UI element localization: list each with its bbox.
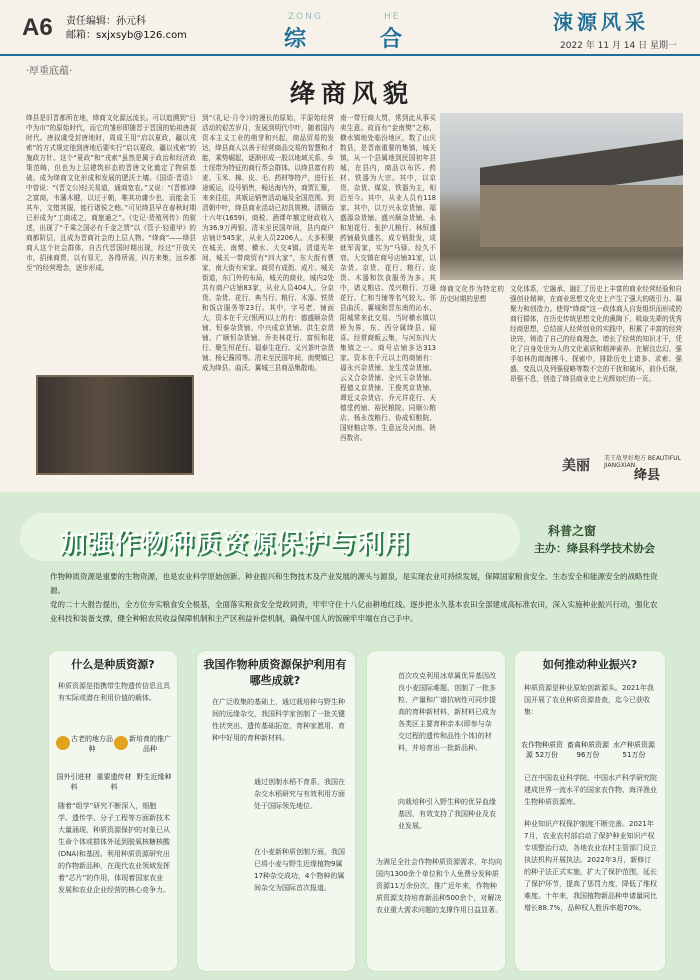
card3-text-1: 首次攻克利用冰草属优异基因改良小麦国际难题，创制了一批多粒、产量和广谱抗病性可同步提高的育种新材料，新材料已成为各类区主要育种亲本(即参与杂交过程的遗传和品性个体)的材料，并培育出一批新品种。 [398, 672, 496, 752]
tag-genetic: 重要遗传材料 [96, 773, 132, 791]
page-number: A6 [22, 14, 53, 41]
card4-title: 如何推动种业振兴? [542, 658, 638, 671]
section-char-2: 合 [380, 26, 403, 52]
old-street-photo [440, 113, 683, 280]
signature-beautiful: 美丽 [562, 458, 590, 474]
seed-icon [56, 736, 70, 750]
feature-intro [50, 570, 660, 626]
sprout-icon [114, 736, 128, 750]
card2-text-2: 通过创制水稻不育系，我国在杂交水稻研究与有效利用方面处于国际领先地位。 [254, 778, 345, 810]
article-column-2: 到“《礼记·月令》)的漫长的原始，平原始经营活动的艰苦岁月，发展到明代中叶，随着国内资本主义工业的萌芽和兴起，商品贸易的发达，绛县商人以善于经营商品交易的智慧和才能，乘势崛起，逐渐形成一股以地域关系、乡土纽带为特征的商行帮会群体。以绛县富有的麦、玉米、棉、皮、毛、药材等特产，进行长途贩运，设号销售，畅达海内外，商贾汇聚，来来往往，其贩运销售活动遍及全国范围。到清朝中叶，绛县商业活动已初具规模。清顺治十六年(1659)，商税、酒课年额定财政收入为36.9万两银。清末至民国年间，县内商户店铺计545家，从业人员2206人。大多积聚在城关、南樊、横水、大交4镇。清道光年间，城关一带商贸有“四大家”，东大街有曹家，南大街有宋家。商贸有成街、成片。城关街道，东门外的布局，城关的商业，城内2处共有商户店铺83家，从业人员404人。分京货、杂货、花行、典当行、粮行、木器、铁货和饭店服务等23行。其中，字号老、铺面大，资本在千元(银两)以上的有：德盛顺杂货铺、恒泰杂货铺、中兴成京货铺、洪生京货铺、广顺恒杂货铺、乔美林花行、富恒和花行、聚生恒花行、福泰生花行、义兴茶叶杂货铺、杨记酱园等。清末至民国年间，南樊镇已成为绛县、曲沃、翼城三县商品集散地。 [202, 114, 334, 372]
card2-text-3: 在小麦新种质创制方面，我国已将小麦与野生近缘植物9属17种杂交成功，4个物种的属间杂交为国际首次报道。 [254, 848, 345, 892]
stat-crop: 农作物种质资源 52万份 [521, 741, 563, 759]
article-column-1: 绛县是旧晋都所在地，绛商文化源远流长。可以追溯到“日中为市”的原始时代，而它的雏形即随晋于晋国的始祖唐叔时代。唐叔虞受封唐地时，周成王用“启以夏政，疆以戎索”的方式规定他到唐地后要实行“启以夏政，疆以戎索”的施政方针。这个“夏政”和“戎索”虽然是属于政治和经济政策范畴，但也为上层建筑形态的晋唐文化奠定了物质基础，成为绛商文化形成和发展的肥沃土壤。《国语·晋语》中曾说：“(晋文公)轻关易道，通商宽农。”又说：“(晋都)绛之富商，韦藩木楗，以过于朝，唯其功庸少也，而能金玉其车，文错其服，能行诸侯之贿。”可见绛县早在春秋时期已形成为“工商成之，商旅通之”。《史记·货殖列传》的叙述，出现了“千乘之国必有千金之贾”以《管子·轻重甲》的商都阶层，且成为晋商社会的上层人物。“绛商”——绛县商人这个社会群体，自古代晋国时期出现，经过“开放关市，招徕商贾，以有易无，各得所需，四方来集，远乡都至”的经营理念，逐步形成。 [26, 114, 196, 272]
column-tag: ·厚重底蕴· [26, 66, 73, 77]
intro-paragraph-2: 党的二十大报告提出，全方位夯实粮食安全根基，全面落实粮食安全党政同责，牢牢守住十八亿亩耕地红线。逐步把永久基本农田全部建成高标准农田，深入实施种业振兴行动，强化农业科技和装备支撑，健全种粮农民收益保障机制和主产区利益补偿机制，确保中国人的饭碗牢牢端在自己手中。 [50, 600, 658, 623]
stat-livestock: 畜禽种质资源 96万份 [567, 741, 609, 759]
editor-info [66, 15, 187, 43]
card3-text-3: 为满足全社会作物种质资源需求，年均向国内1300余个单位和个人免费分发种质资源11万余份次，推广近年来，作物种质资源支持培育新品种500余个，对解决农业重大需求问题的支撑作用日益显著。 [376, 858, 502, 914]
card4-text-1: 种质资源是种业原始创新源头。2021年我国开展了农业种质资源普查，迄今已获收集： [524, 684, 654, 716]
tag-new-variety: 新培育的推广品种 [129, 735, 171, 753]
feature-banner: 加强作物种质资源保护与利用 [60, 529, 412, 559]
tag-old-variety: 古老的地方品种 [71, 735, 113, 753]
card4-text-2: 已在中国农业科学院、中国水产科学研究院建成世界一流水平的国家农作物、海洋渔业生物种质资源库。 [524, 774, 657, 806]
card4-text-3: 种业知识产权保护制度不断完善。2021年7月，农业农村部启动了保护种业知识产权专项整治行动，各地农业农村主管部门设立执法机构开展执法。2022年3月，新修订的种子法正式实施，扩大了保护范围，延长了保护环节，提高了惩罚力度，降低了维权难度。十年来，我国植物新品种申请量同比增长88.7%，品种权人胜诉率超70%。 [524, 820, 657, 912]
article-column-4: 文化体系，它融承、融汇了历史上丰富的商业经营经验和自强创业精神，在商业思想文化史上产生了强大的吸引力、凝聚力和创造力。使得“绛商”这一政体商人自发组织而形成的商行群体，在历史传统思想文化的熏陶下，吸取先辈的优秀经商思想，总结前人经营创业的实践中，积累了丰富的经营诀窍，铸造了自己的经商理念，增长了经营的知识才干，凭化了自身处世为人的文化素质和精神素养。在解良忠幻、强手如林的商海搏斗、探索中，排除历史上诸多、求索、强盛、变乱以及列强侵略等数不完的干扰和破坏，前仆后继，昂强不息，创造了绛县商业史上光辉如烂的一页。 [510, 285, 682, 383]
editor-email: 邮箱：sxjxsyb@126.com [66, 30, 187, 41]
signature-jiangxian: 绛县 [634, 468, 661, 483]
card1-text-1: 种质资源是指携带生物遗传信息且具有实际或潜在利用价值的载体。 [58, 682, 170, 702]
page-header [0, 0, 700, 56]
card2-text-1: 在广泛收集的基础上，通过栽培种与野生种间的远缘杂交，我国科学家创制了一批关键性状突出、遗传基础拓宽，育种家愿用、育种中好用的育种新材料。 [212, 698, 345, 742]
card1-text-2: 随着“组学”研究不断深入，细胞学、遗传学、分子工程等方面新技术大量涌现，种质资源保护的对象已从生命个体或群体外延到脱氧核糖核酸(DNA)和基因。利用种质资源研究出的作物新品种，在现代农业领域发挥着“芯片”的作用，体现着国家农业发展和农业企业经营的核心竞争力。 [58, 802, 170, 894]
section-char-1: 综 [284, 26, 307, 52]
newspaper-brand: 涑源风采 [553, 10, 649, 34]
signature-subtitle: 美王故里好地方 BEAUTIFUL JIANGXIAN [604, 455, 681, 469]
section-en-1: ZONG [288, 12, 323, 22]
tag-wild: 野生近缘种 [136, 773, 172, 781]
issue-date: 2022 年 11 月 14 日 星期一 [560, 41, 677, 51]
intro-paragraph-1: 作物种质资源是重要的生物资源，也是农业科学原始创新、种业振兴和生物技术及产业发展的源头与源泉，是实现农业可持续发展，保障国家粮食安全、生态安全和能源安全的战略性资源。 [50, 572, 658, 595]
kepu-host: 主办：绛县科学技术协会 [534, 542, 655, 555]
card2-title: 我国作物种质资源保护利用有哪些成就? [203, 658, 347, 687]
stat-aquatic: 水产种质资源 51万份 [613, 741, 655, 759]
tag-foreign: 国外引进材料 [56, 773, 92, 791]
editor-name: 责任编辑：孙元科 [66, 16, 146, 27]
kepu-title: 科普之窗 [548, 524, 597, 538]
section-en-2: HE [384, 12, 401, 22]
article-column-5: 绛商文化作为特定的历史时期的思想 [440, 285, 504, 303]
old-door-photo [36, 375, 194, 475]
card1-title: 什么是种质资源? [71, 658, 155, 671]
article-column-3: 南一带行商大贾，常到此从事买卖生意。故而有“金南樊”之称，横水镇地处临汾地区，数了山庆数县，是晋南重要的集镇，城关镇，从一个县属地到民国初年县城，在县内，商品以布匹、药材、铁器为大宗。其中，以京货、杂货、煤炭、铁器为主，相沿至今。其中，从业人员有118家。其中，以万兴永京货铺、福盛源杂货铺、盛兴顺杂货铺、永和旭花行、张护儿粮行、林恒盛药铺最负盛名，成专销批发，成就军需家，实为“马驿。经久不衰。大交镇在商号店铺31家，以杂货、京货、花行、粮行、皮货、木器和饮食服务为多。其中，诸义粮店、茂兴粮行、万通花行、仁和当铺等名气较大。邻县曲沃、翼城和晋东南的沁水、阳城常来此交易。当时横水镇以桥为界，东、西分属绛县、闻喜。经常商贩云集，与河东四大集镇之一。商号店铺多达313家。资本在千元以上的商铺有：福永兴杂货铺、龙生茂杂货铺、云义合杂货铺、全兴玉杂货铺、程德义京货铺、王俊英京货铺、谭近义杂货店、乔元祥花行、天德堂药铺、裕民粮院、同顺公粮店、杨永茂粮行、协成恒粮院、国财粮店等。生意远及河南、陕西数省。 [340, 114, 436, 442]
card3-text-2: 向栽培种引入野生种的优异血缘基因，有效支持了我国种业及农业发展。 [398, 798, 496, 830]
article-title: 绛商风貌 [290, 79, 415, 108]
